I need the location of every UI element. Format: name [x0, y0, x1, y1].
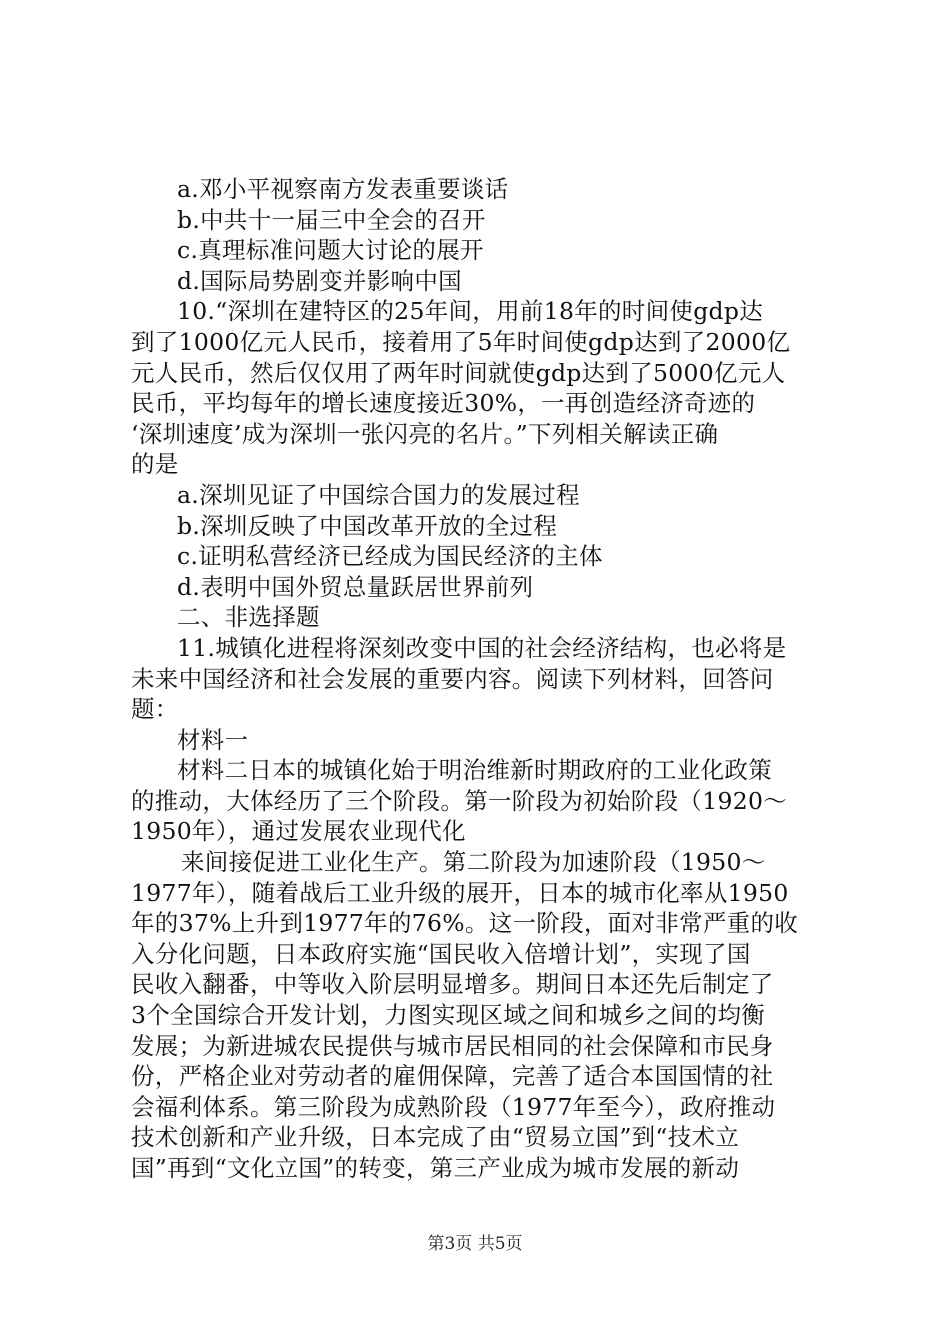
question-10-line: 民币，平均每年的增长速度接近30%，一再创造经济奇迹的 — [131, 389, 756, 418]
material-2-line: 国”再到“文化立国”的转变，第三产业成为城市发展的新动 — [131, 1154, 740, 1182]
material-2-line: 3个全国综合开发计划，力图实现区域之间和城乡之间的均衡 — [131, 1001, 766, 1030]
material-2-line: 1977年），随着战后工业升级的展开，日本的城市化率从1950 — [131, 878, 789, 907]
material-2-line: 年的37%上升到1977年的76%。这一阶段，面对非常严重的收 — [131, 909, 799, 938]
material-2-line: 材料二日本的城镇化始于明治维新时期政府的工业化政策 — [177, 756, 772, 785]
material-1-label: 材料一 — [177, 725, 249, 754]
option-b-q9: b.中共十一届三中全会的召开 — [177, 205, 486, 234]
question-10-line: 到了1000亿元人民币，接着用了5年时间使gdp达到了2000亿 — [131, 327, 791, 356]
material-2-line: 的推动，大体经历了三个阶段。第一阶段为初始阶段（1920～ — [131, 786, 788, 815]
material-2-line: 来间接促进工业化生产。第二阶段为加速阶段（1950～ — [181, 848, 766, 877]
question-11-line: 未来中国经济和社会发展的重要内容。阅读下列材料，回答问 — [131, 664, 774, 693]
section-heading: 二、非选择题 — [177, 603, 320, 632]
page-number: 第3页 共5页 — [427, 1234, 523, 1254]
option-a-q9: a.邓小平视察南方发表重要谈话 — [177, 175, 509, 203]
question-10-line: 的是 — [131, 450, 179, 479]
option-c-q10: c.证明私营经济已经成为国民经济的主体 — [177, 542, 603, 571]
document-body — [131, 174, 831, 1184]
option-b-q10: b.深圳反映了中国改革开放的全过程 — [177, 511, 558, 540]
material-2-line: 份，严格企业对劳动者的雇佣保障，完善了适合本国国情的社 — [131, 1062, 774, 1091]
material-2-line: 会福利体系。第三阶段为成熟阶段（1977年至今），政府推动 — [131, 1092, 776, 1121]
material-2-line: 发展；为新进城农民提供与城市居民相同的社会保障和市民身 — [131, 1031, 774, 1060]
question-11-line: 题： — [131, 695, 179, 724]
material-2-line: 1950年），通过发展农业现代化 — [131, 817, 466, 846]
option-d-q10: d.表明中国外贸总量跃居世界前列 — [177, 572, 534, 601]
question-10-line: 元人民币，然后仅仅用了两年时间就使gdp达到了5000亿元人 — [131, 358, 786, 387]
option-a-q10: a.深圳见证了中国综合国力的发展过程 — [177, 480, 580, 509]
question-10-line: ‘深圳速度’成为深圳一张闪亮的名片。”下列相关解读正确 — [131, 419, 719, 448]
question-11-line: 11.城镇化进程将深刻改变中国的社会经济结构，也必将是 — [177, 633, 787, 662]
option-c-q9: c.真理标准问题大讨论的展开 — [177, 236, 484, 265]
material-2-line: 民收入翻番，中等收入阶层明显增多。期间日本还先后制定了 — [131, 970, 774, 999]
question-10-line: 10.“深圳在建特区的25年间，用前18年的时间使gdp达 — [177, 297, 764, 326]
option-d-q9: d.国际局势剧变并影响中国 — [177, 266, 462, 295]
material-2-line: 入分化问题，日本政府实施“国民收入倍增计划”，实现了国 — [131, 939, 751, 968]
material-2-line: 技术创新和产业升级，日本完成了由“贸易立国”到“技术立 — [131, 1123, 740, 1152]
